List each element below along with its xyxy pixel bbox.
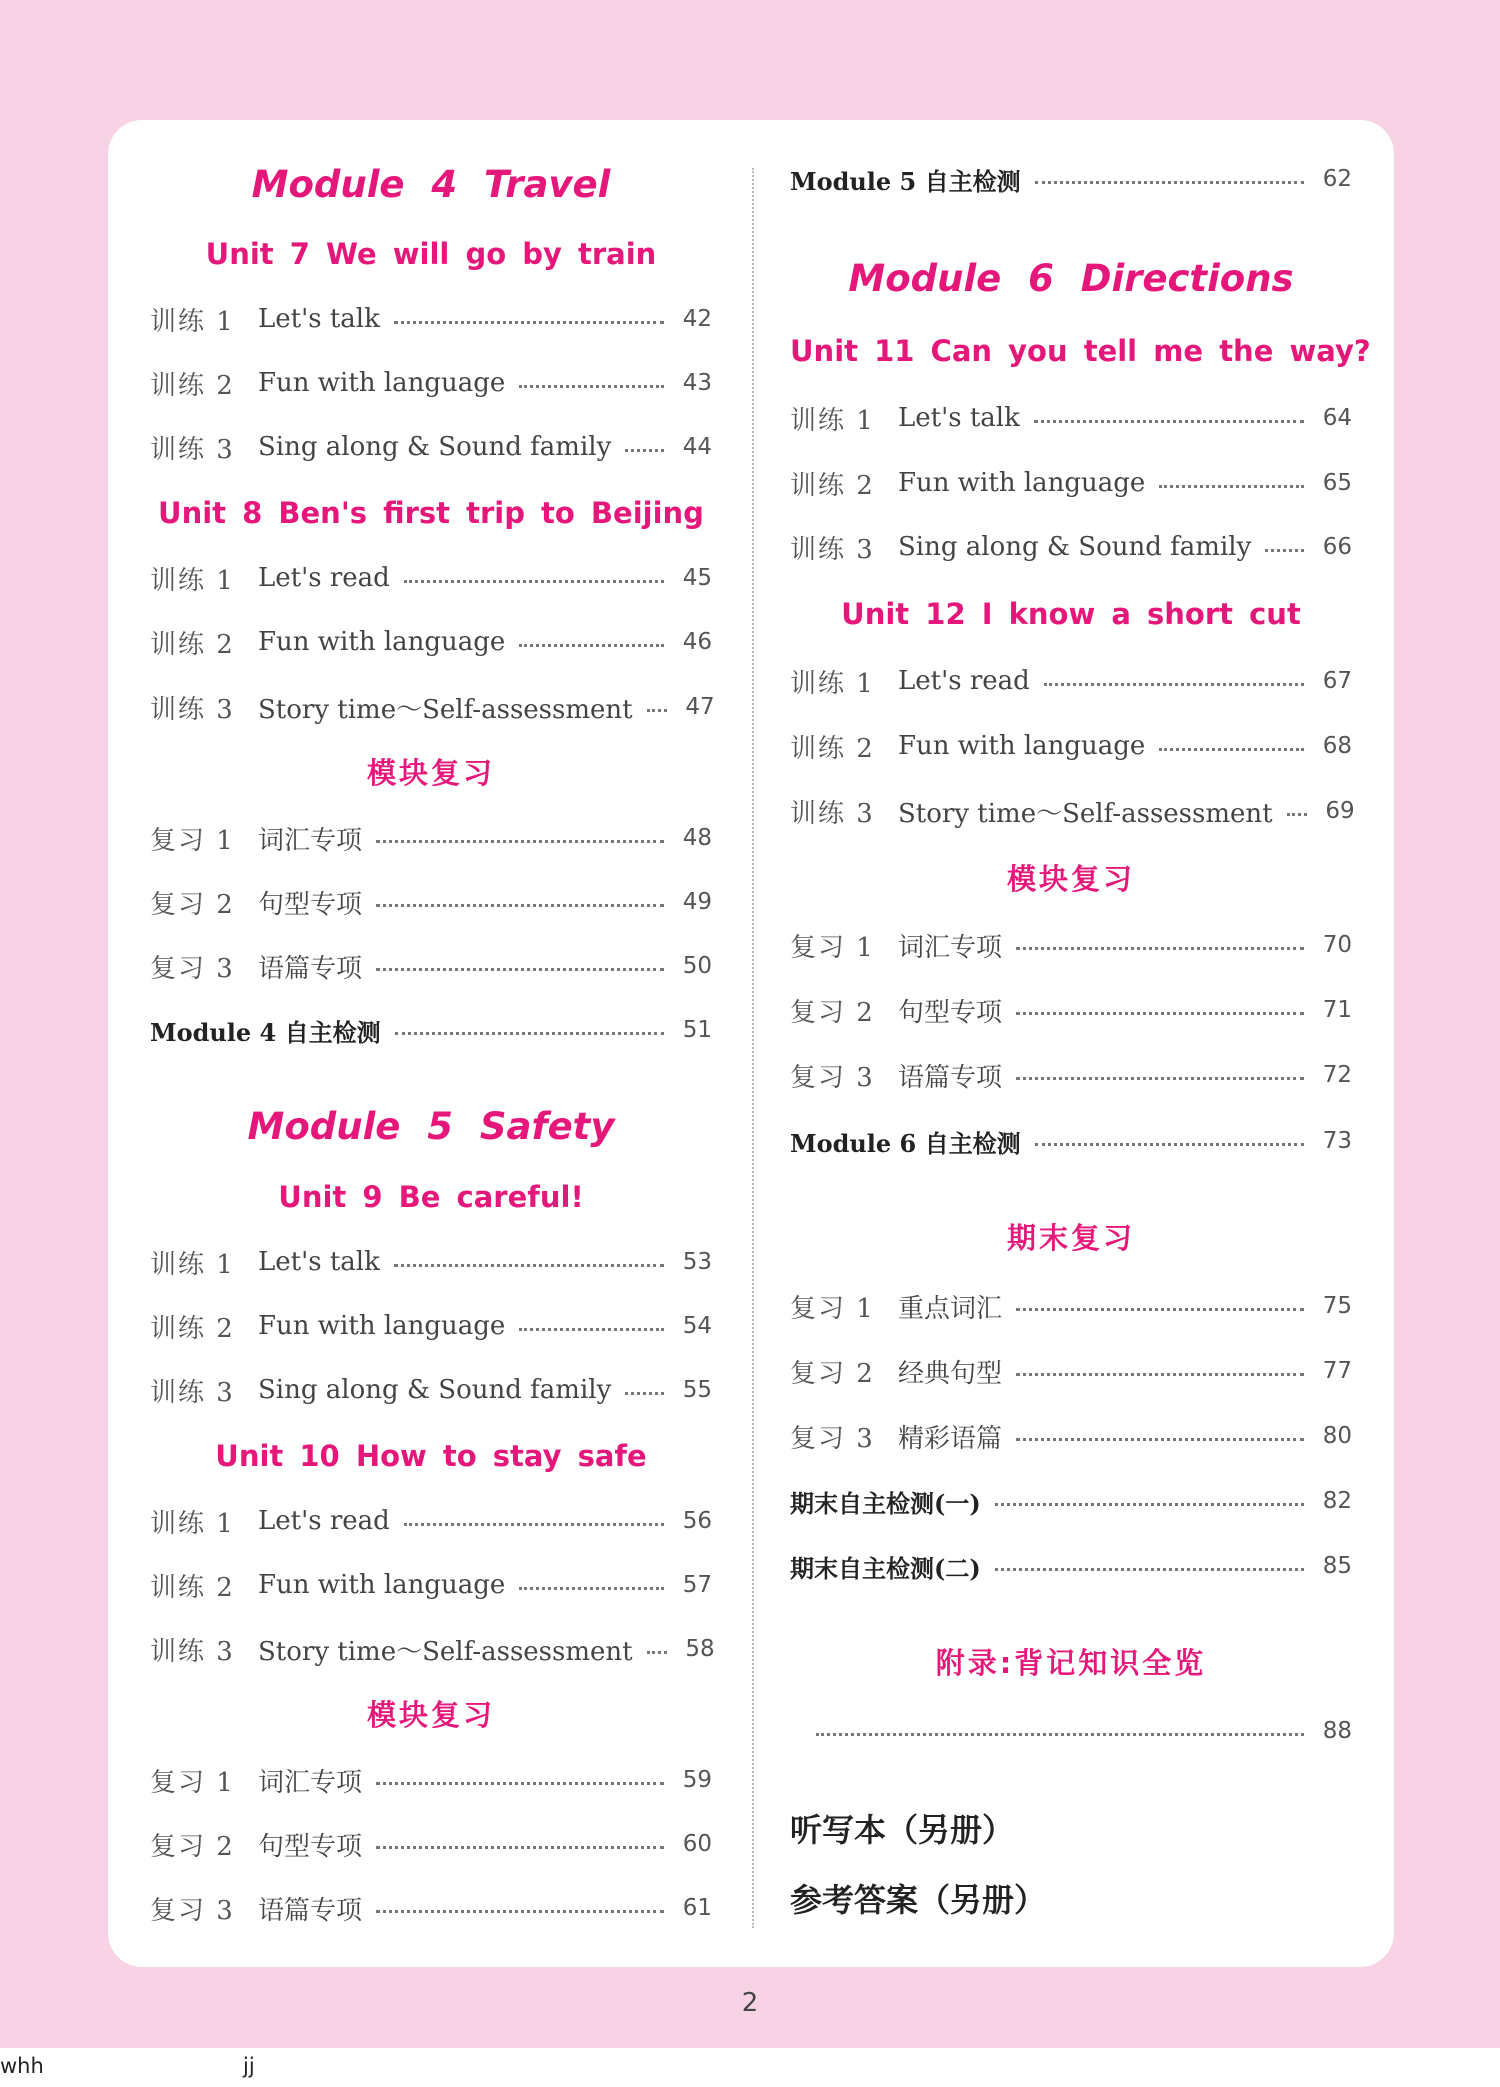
entry-label: 语篇专项	[898, 1062, 1003, 1093]
dot-leader	[394, 1264, 664, 1267]
module-4-title: Module 4 Travel	[251, 163, 611, 206]
entry-page: 65	[1322, 470, 1352, 496]
dot-leader	[519, 1328, 664, 1331]
toc-entry[interactable]	[150, 818, 712, 858]
dot-leader	[625, 449, 664, 452]
entry-prefix: 复习 1	[790, 932, 875, 963]
entry-label: Story time～Self-assessment	[258, 694, 633, 725]
dot-leader	[647, 709, 667, 712]
module-4-test-entry[interactable]	[150, 1010, 712, 1050]
entry-page: 72	[1322, 1062, 1352, 1088]
footer-text-right: jj	[243, 2054, 255, 2078]
entry-prefix: 复习 3	[150, 1895, 235, 1926]
toc-entry[interactable]	[790, 1351, 1352, 1391]
entry-page: 51	[682, 1017, 712, 1043]
entry-label: 句型专项	[258, 1831, 363, 1862]
toc-entry[interactable]	[790, 527, 1352, 567]
column-divider	[752, 168, 754, 1928]
dot-leader	[404, 1523, 664, 1526]
entry-page: 49	[682, 889, 712, 915]
entry-prefix: 训练 2	[150, 1572, 235, 1603]
toc-entry[interactable]	[790, 925, 1352, 965]
dot-leader	[376, 968, 664, 971]
entry-label: 语篇专项	[258, 1895, 363, 1926]
entry-prefix: 训练 3	[150, 1636, 235, 1667]
entry-label: Module 5 自主检测	[790, 166, 1021, 196]
toc-entry[interactable]	[150, 1629, 715, 1669]
entry-prefix: 复习 2	[790, 997, 875, 1028]
toc-entry[interactable]	[150, 1306, 712, 1346]
entry-label: Module 6 自主检测	[790, 1128, 1021, 1158]
entry-page: 60	[682, 1831, 712, 1857]
entry-page: 56	[682, 1508, 712, 1534]
entry-label: 期末自主检测(二)	[790, 1553, 981, 1583]
dot-leader	[1016, 1373, 1304, 1376]
entry-label: Let's talk	[258, 304, 380, 334]
page-number: 2	[741, 1988, 759, 2018]
entry-page: 68	[1322, 733, 1352, 759]
entry-page: 75	[1322, 1293, 1352, 1319]
dot-leader	[1016, 1012, 1304, 1015]
entry-label: Story time～Self-assessment	[898, 798, 1273, 829]
footer-text-left: whh	[0, 2054, 44, 2078]
dot-leader	[816, 1733, 1304, 1736]
dot-leader	[1016, 1308, 1304, 1311]
toc-entry[interactable]	[150, 558, 712, 598]
dot-leader	[1034, 420, 1304, 423]
toc-entry[interactable]	[150, 1760, 712, 1800]
entry-prefix: 训练 3	[150, 694, 235, 725]
dot-leader	[376, 1910, 664, 1913]
entry-prefix: 训练 1	[790, 668, 875, 699]
entry-label: Fun with language	[898, 731, 1146, 761]
entry-label: 期末自主检测(一)	[790, 1488, 981, 1518]
answer-key-label: 参考答案（另册）	[790, 1881, 1047, 1919]
entry-prefix: 训练 1	[150, 565, 235, 596]
entry-page: 69	[1325, 798, 1355, 824]
entry-label: 词汇专项	[258, 1767, 363, 1798]
entry-page: 85	[1322, 1553, 1352, 1579]
toc-entry[interactable]	[150, 622, 712, 662]
toc-entry[interactable]	[790, 726, 1352, 766]
toc-entry[interactable]	[150, 1565, 712, 1605]
toc-entry[interactable]	[150, 1824, 712, 1864]
toc-entry[interactable]	[790, 1055, 1352, 1095]
entry-page: 50	[682, 953, 712, 979]
entry-label: 句型专项	[258, 889, 363, 920]
appendix-entry[interactable]	[790, 1711, 1352, 1751]
entry-prefix: 训练 3	[790, 798, 875, 829]
appendix-title: 附录:背记知识全览	[935, 1646, 1207, 1680]
entry-page: 77	[1322, 1358, 1352, 1384]
entry-label: Let's talk	[898, 403, 1020, 433]
entry-prefix: 训练 1	[150, 1249, 235, 1280]
dot-leader	[647, 1651, 667, 1654]
module-4-review-title: 模块复习	[366, 756, 495, 790]
dot-leader	[1287, 813, 1307, 816]
module-6-test-entry[interactable]	[790, 1121, 1352, 1161]
toc-entry[interactable]	[790, 1286, 1352, 1326]
entry-label: Sing along & Sound family	[898, 532, 1252, 562]
module-6-review-title: 模块复习	[1006, 862, 1135, 896]
footer-bar	[0, 2048, 1500, 2087]
entry-page: 48	[682, 825, 712, 851]
toc-entry[interactable]	[790, 1416, 1352, 1456]
entry-label: Let's talk	[258, 1247, 380, 1277]
entry-prefix: 复习 3	[150, 953, 235, 984]
entry-prefix: 训练 1	[150, 306, 235, 337]
entry-prefix: 训练 2	[790, 733, 875, 764]
entry-label: 语篇专项	[258, 953, 363, 984]
entry-page: 66	[1322, 534, 1352, 560]
entry-page: 70	[1322, 932, 1352, 958]
module-5-title: Module 5 Safety	[247, 1105, 615, 1148]
toc-entry[interactable]	[150, 427, 712, 467]
entry-prefix: 训练 2	[150, 1313, 235, 1344]
entry-prefix: 复习 2	[790, 1358, 875, 1389]
toc-entry[interactable]	[150, 1242, 712, 1282]
toc-entry[interactable]	[150, 882, 712, 922]
entry-prefix: 复习 1	[790, 1293, 875, 1324]
toc-entry[interactable]	[790, 990, 1352, 1030]
module-5-review-title: 模块复习	[366, 1698, 495, 1732]
entry-label: Fun with language	[258, 1570, 506, 1600]
entry-prefix: 训练 1	[150, 1508, 235, 1539]
entry-label: Sing along & Sound family	[258, 1375, 612, 1405]
toc-entry[interactable]	[790, 398, 1352, 438]
dot-leader	[625, 1392, 664, 1395]
entry-label: Story time～Self-assessment	[258, 1636, 633, 1667]
entry-page: 45	[682, 565, 712, 591]
entry-label: Fun with language	[898, 468, 1146, 498]
entry-page: 44	[682, 434, 712, 460]
entry-label: 经典句型	[898, 1358, 1003, 1389]
entry-page: 53	[682, 1249, 712, 1275]
dot-leader	[394, 321, 664, 324]
module-5-test-entry[interactable]	[790, 159, 1352, 199]
entry-prefix: 训练 2	[150, 629, 235, 660]
entry-label: Fun with language	[258, 368, 506, 398]
toc-entry[interactable]	[790, 791, 1355, 831]
dot-leader	[1159, 485, 1304, 488]
unit-8-title: Unit 8 Ben's first trip to Beijing	[158, 496, 704, 530]
toc-entry[interactable]	[150, 946, 712, 986]
entry-prefix: 训练 2	[150, 370, 235, 401]
toc-entry[interactable]	[150, 1501, 712, 1541]
entry-prefix: 训练 3	[150, 434, 235, 465]
entry-label: 词汇专项	[898, 932, 1003, 963]
entry-page: 61	[682, 1895, 712, 1921]
entry-page: 67	[1322, 668, 1352, 694]
entry-label: Sing along & Sound family	[258, 432, 612, 462]
entry-prefix: 训练 2	[790, 470, 875, 501]
dot-leader	[1016, 1077, 1304, 1080]
entry-prefix: 复习 2	[150, 1831, 235, 1862]
entry-page: 46	[682, 629, 712, 655]
entry-page: 88	[1322, 1718, 1352, 1744]
entry-label: Fun with language	[258, 627, 506, 657]
dot-leader	[395, 1032, 664, 1035]
entry-label: Let's read	[898, 666, 1030, 696]
entry-page: 71	[1322, 997, 1352, 1023]
entry-prefix: 训练 3	[150, 1377, 235, 1408]
dot-leader	[1016, 947, 1304, 950]
entry-label: Fun with language	[258, 1311, 506, 1341]
dictation-book-label: 听写本（另册）	[790, 1811, 1015, 1849]
dot-leader	[1016, 1438, 1304, 1441]
entry-prefix: 训练 1	[790, 405, 875, 436]
entry-label: 重点词汇	[898, 1293, 1003, 1324]
toc-entry[interactable]	[150, 1370, 712, 1410]
entry-prefix: 复习 1	[150, 1767, 235, 1798]
entry-prefix: 复习 3	[790, 1423, 875, 1454]
dot-leader	[519, 644, 664, 647]
entry-label: 精彩语篇	[898, 1423, 1003, 1454]
entry-label: 句型专项	[898, 997, 1003, 1028]
dot-leader	[1035, 181, 1304, 184]
entry-page: 64	[1322, 405, 1352, 431]
entry-page: 82	[1322, 1488, 1352, 1514]
entry-prefix: 复习 3	[790, 1062, 875, 1093]
dot-leader	[1265, 549, 1304, 552]
dot-leader	[995, 1568, 1304, 1571]
entry-page: 43	[682, 370, 712, 396]
dot-leader	[519, 1587, 664, 1590]
entry-page: 80	[1322, 1423, 1352, 1449]
unit-12-title: Unit 12 I know a short cut	[841, 597, 1301, 631]
dot-leader	[1159, 748, 1304, 751]
toc-entry[interactable]	[150, 687, 715, 727]
entry-page: 73	[1322, 1128, 1352, 1154]
toc-entry[interactable]	[790, 463, 1352, 503]
entry-page: 57	[682, 1572, 712, 1598]
entry-label: Let's read	[258, 1506, 390, 1536]
entry-page: 42	[682, 306, 712, 332]
entry-label: Module 4 自主检测	[150, 1017, 381, 1047]
dot-leader	[519, 385, 664, 388]
unit-10-title: Unit 10 How to stay safe	[215, 1439, 647, 1473]
unit-9-title: Unit 9 Be careful!	[278, 1180, 584, 1214]
dot-leader	[376, 1846, 664, 1849]
entry-label: 词汇专项	[258, 825, 363, 856]
dot-leader	[1044, 683, 1304, 686]
toc-entry[interactable]	[150, 1888, 712, 1928]
dot-leader	[995, 1503, 1304, 1506]
entry-prefix: 复习 2	[150, 889, 235, 920]
entry-page: 47	[685, 694, 715, 720]
module-6-title: Module 6 Directions	[848, 257, 1294, 300]
entry-prefix: 复习 1	[150, 825, 235, 856]
entry-page: 59	[682, 1767, 712, 1793]
unit-11-title: Unit 11 Can you tell me the way?	[790, 334, 1371, 368]
final-test-1-entry[interactable]	[790, 1481, 1352, 1521]
entry-label: Let's read	[258, 563, 390, 593]
unit-7-title: Unit 7 We will go by train	[205, 237, 657, 271]
entry-page: 54	[682, 1313, 712, 1339]
entry-prefix: 训练 3	[790, 534, 875, 565]
final-review-title: 期末复习	[1006, 1221, 1135, 1255]
entry-page: 62	[1322, 166, 1352, 192]
dot-leader	[376, 904, 664, 907]
final-test-2-entry[interactable]	[790, 1546, 1352, 1586]
dot-leader	[404, 580, 664, 583]
dot-leader	[376, 1782, 664, 1785]
entry-page: 55	[682, 1377, 712, 1403]
toc-entry[interactable]	[150, 363, 712, 403]
entry-page: 58	[685, 1636, 715, 1662]
dot-leader	[1035, 1143, 1304, 1146]
dot-leader	[376, 840, 664, 843]
toc-entry[interactable]	[150, 299, 712, 339]
toc-entry[interactable]	[790, 661, 1352, 701]
